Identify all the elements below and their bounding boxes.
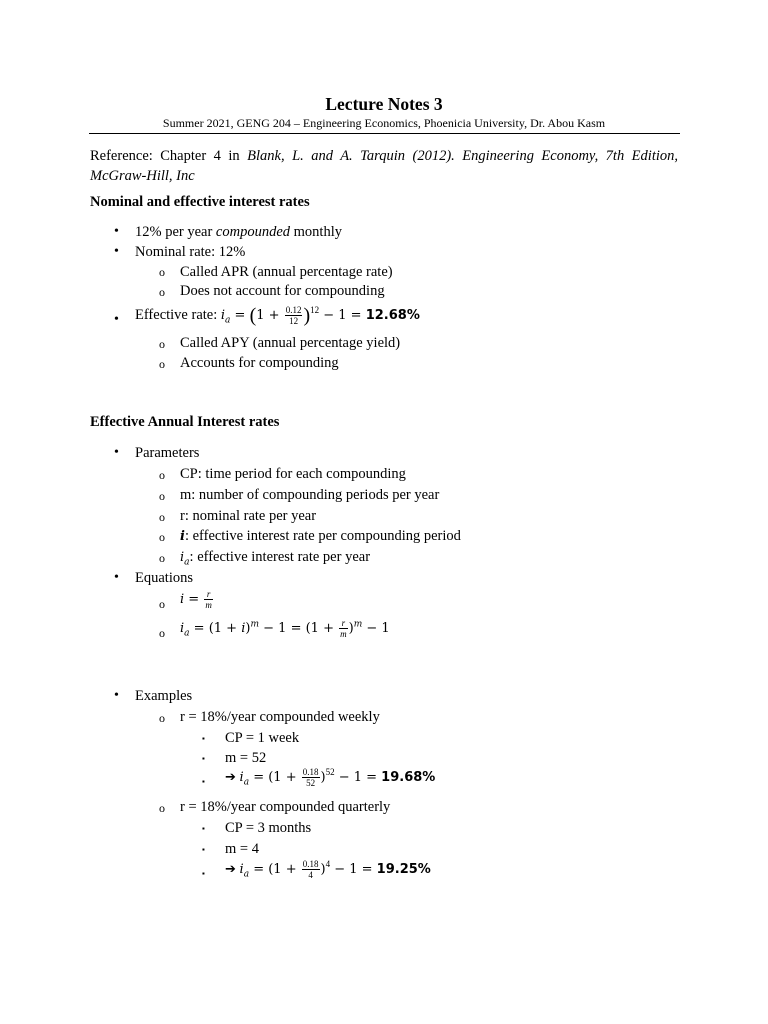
bullet-marker: • bbox=[114, 688, 119, 703]
bullet-marker: • bbox=[114, 312, 119, 327]
circle-marker: o bbox=[159, 597, 165, 611]
section-heading-effective: Effective Annual Interest rates bbox=[90, 414, 280, 430]
square-marker: ▪ bbox=[202, 824, 205, 833]
formula-result: 19.68% bbox=[381, 769, 436, 785]
list-item: Examples bbox=[135, 688, 193, 704]
list-item: m: number of compounding periods per year bbox=[180, 487, 440, 503]
bullet-marker: • bbox=[114, 445, 119, 460]
list-item: r = 18%/year compounded quarterly bbox=[180, 799, 391, 815]
circle-marker: o bbox=[159, 711, 165, 725]
list-item: Called APR (annual percentage rate) bbox=[180, 264, 393, 280]
formula-result: 12.68% bbox=[365, 307, 420, 323]
circle-marker: o bbox=[159, 551, 165, 565]
square-marker: ▪ bbox=[202, 754, 205, 763]
circle-marker: o bbox=[159, 468, 165, 482]
bullet-marker: • bbox=[114, 244, 119, 259]
square-marker: ▪ bbox=[202, 734, 205, 743]
circle-marker: o bbox=[159, 285, 165, 299]
list-item: $i_a$: effective interest rate per year bbox=[180, 549, 371, 568]
list-item: Accounts for compounding bbox=[180, 355, 339, 371]
reference-paragraph bbox=[90, 146, 678, 186]
page-title: Lecture Notes 3 bbox=[325, 94, 443, 114]
list-item: Nominal rate: 12% bbox=[135, 244, 246, 260]
circle-marker: o bbox=[159, 357, 165, 371]
list-item: Equations bbox=[135, 570, 193, 586]
equation-i: i = $\frac{r}{m}$ bbox=[180, 589, 212, 610]
reference-prefix: Reference: Chapter 4 in bbox=[90, 148, 248, 164]
circle-marker: o bbox=[159, 337, 165, 351]
square-marker: ▪ bbox=[202, 777, 205, 786]
circle-marker: o bbox=[159, 510, 165, 524]
list-item: Does not account for compounding bbox=[180, 283, 385, 299]
circle-marker: o bbox=[159, 626, 165, 640]
list-item: CP = 3 months bbox=[225, 820, 312, 836]
list-item: r = 18%/year compounded weekly bbox=[180, 709, 380, 725]
formula-result: 19.25% bbox=[376, 861, 431, 877]
square-marker: ▪ bbox=[202, 869, 205, 878]
list-item: CP = 1 week bbox=[225, 730, 300, 746]
arrow-icon: ➔ bbox=[225, 769, 236, 785]
bullet-marker: • bbox=[114, 224, 119, 239]
equation-ia: $i_a = (1 + i)^m - 1 = (1$ + $\frac{r}{m}$ )$^m$ − 1 bbox=[180, 618, 390, 639]
circle-marker: o bbox=[159, 489, 165, 503]
header-divider bbox=[89, 133, 680, 134]
list-item: m = 4 bbox=[225, 841, 259, 857]
reference-citation: Blank, L. and A. Tarquin (2012). Engineering Economy, 7th Edition, McGraw-Hill, Inc bbox=[90, 148, 679, 184]
list-item: Called APY (annual percentage yield) bbox=[180, 335, 401, 351]
square-marker: ▪ bbox=[202, 845, 205, 854]
section-heading-nominal: Nominal and effective interest rates bbox=[90, 194, 310, 210]
example1-formula: ➔ $i_a = (1$ + $\frac{0.18}{52}$ )$^{52}$ − 1 = 19.68% bbox=[225, 767, 436, 788]
fraction: $\frac{0.12}{12}$ bbox=[285, 305, 302, 326]
bullet-marker: • bbox=[114, 570, 119, 585]
list-item: CP: time period for each compounding bbox=[180, 466, 406, 482]
arrow-icon: ➔ bbox=[225, 861, 236, 877]
page-subtitle: Summer 2021, GENG 204 – Engineering Economics, Phoenicia University, Dr. Abou Kasm bbox=[162, 116, 606, 130]
circle-marker: o bbox=[159, 265, 165, 279]
effective-rate-formula: Effective rate: $i_a = (1$ + $\frac{0.12}{12}$ )$^{12}$ − 1 = 12.68% bbox=[135, 304, 420, 327]
list-item: m = 52 bbox=[225, 750, 267, 766]
list-item: r: nominal rate per year bbox=[180, 508, 317, 524]
list-item: 12% per year compounded monthly bbox=[135, 224, 342, 240]
circle-marker: o bbox=[159, 801, 165, 815]
circle-marker: o bbox=[159, 530, 165, 544]
list-item: Parameters bbox=[135, 445, 200, 461]
example2-formula: ➔ $i_a = (1$ + $\frac{0.18}{4}$ )$^4$ − 1 = 19.25% bbox=[225, 859, 431, 880]
list-item: i: effective interest rate per compounding period bbox=[180, 528, 461, 544]
